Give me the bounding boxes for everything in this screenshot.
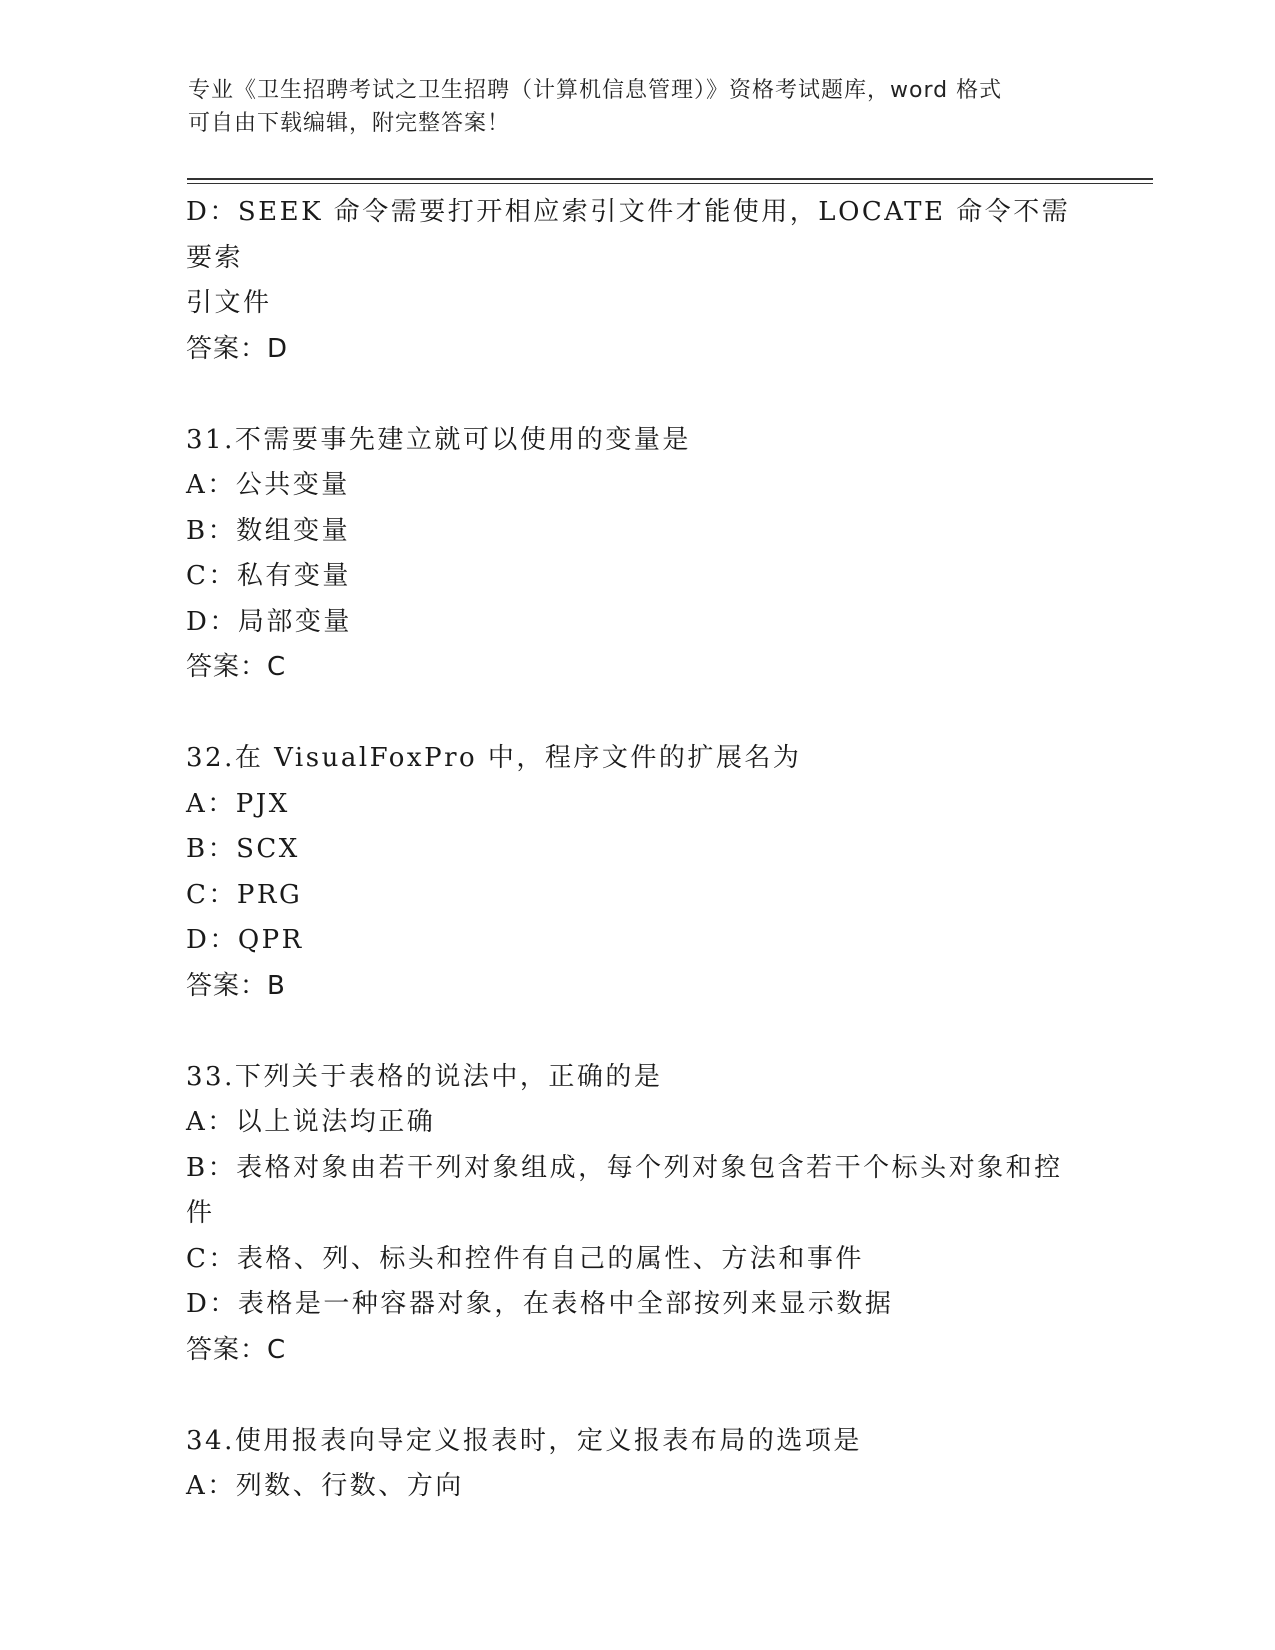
option-c: C：私有变量 [186, 561, 351, 591]
answer-line: 答案：C [186, 1334, 287, 1365]
answer-line: 答案：C [186, 652, 287, 682]
question-stem: 33.下列关于表格的说法中，正确的是 [186, 1061, 663, 1092]
spacer [186, 372, 1086, 418]
question-30-continuation [186, 190, 1086, 372]
answer-line: 答案：B [186, 970, 286, 1001]
option-d: D：QPR [186, 925, 304, 955]
option-a: A：公共变量 [186, 470, 350, 500]
header-divider-thick [187, 178, 1153, 180]
option-c: C：PRG [186, 879, 303, 910]
question-33 [186, 1055, 1086, 1374]
question-stem: 34.使用报表向导定义报表时，定义报表布局的选项是 [186, 1425, 862, 1456]
option-d: D：表格是一种容器对象，在表格中全部按列来显示数据 [186, 1289, 894, 1319]
question-34 [186, 1419, 1086, 1510]
spacer [186, 1373, 1086, 1419]
header-line-2: 可自由下载编辑，附完整答案！ [188, 111, 511, 136]
option-d: D：局部变量 [186, 606, 352, 637]
header-line-1: 专业《卫生招聘考试之卫生招聘（计算机信息管理）》资格考试题库，word 格式 [188, 78, 1003, 103]
spacer [186, 1009, 1086, 1055]
option-b: B：数组变量 [186, 515, 351, 546]
option-b: B：表格对象由若干列对象组成，每个列对象包含若干个标头对象和控 [186, 1152, 1063, 1183]
option-b-wrap: 件 [186, 1198, 215, 1228]
option-c: C：表格、列、标头和控件有自己的属性、方法和事件 [186, 1243, 864, 1274]
spacer [186, 691, 1086, 737]
answer-line: 答案：D [186, 333, 289, 364]
option-d: D：SEEK 命令需要打开相应索引文件才能使用，LOCATE 命令不需要索 [186, 197, 1071, 273]
option-b: B：SCX [186, 834, 300, 864]
option-d-wrap: 引文件 [186, 288, 272, 318]
header-divider-thin [187, 183, 1153, 184]
question-list [186, 190, 1086, 1510]
option-a: A：以上说法均正确 [186, 1107, 436, 1137]
question-stem: 31.不需要事先建立就可以使用的变量是 [186, 424, 691, 455]
question-31 [186, 418, 1086, 691]
option-a: A：PJX [186, 788, 290, 819]
question-stem: 32.在 VisualFoxPro 中，程序文件的扩展名为 [186, 743, 802, 773]
question-32 [186, 736, 1086, 1009]
document-header [188, 74, 1068, 140]
option-a: A：列数、行数、方向 [186, 1471, 464, 1501]
